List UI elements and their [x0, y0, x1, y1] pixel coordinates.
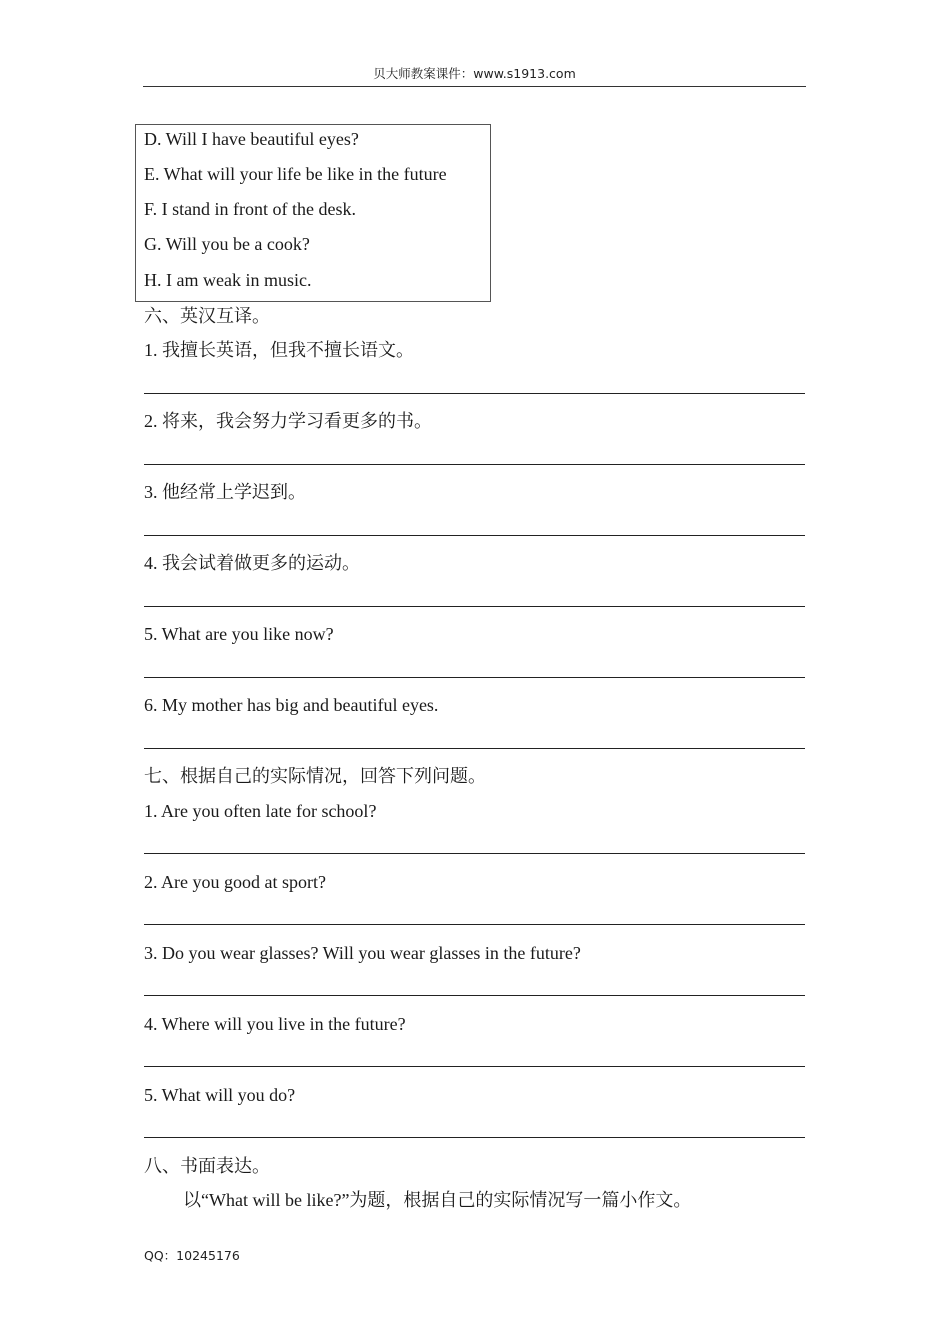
option-d: D. Will I have beautiful eyes?	[144, 129, 359, 149]
option-g: G. Will you be a cook?	[144, 234, 310, 254]
section6-question-6: 6. My mother has big and beautiful eyes.	[144, 695, 439, 715]
section7-question-4: 4. Where will you live in the future?	[144, 1014, 406, 1034]
section7-question-1: 1. Are you often late for school?	[144, 801, 377, 821]
section7-question-5: 5. What will you do?	[144, 1085, 296, 1105]
answer-line	[144, 924, 805, 925]
option-e: E. What will your life be like in the future	[144, 164, 447, 184]
section6-question-1: 1. 我擅长英语，但我不擅长语文。	[144, 340, 414, 360]
answer-line	[144, 393, 805, 394]
answer-line	[144, 1137, 805, 1138]
answer-line	[144, 853, 805, 854]
answer-line	[144, 995, 805, 996]
option-f: F. I stand in front of the desk.	[144, 199, 357, 219]
section6-question-5: 5. What are you like now?	[144, 624, 334, 644]
section7-title: 七、根据自己的实际情况，回答下列问题。	[144, 766, 486, 786]
page-header: 贝大师教案课件：www.s1913.com	[143, 64, 806, 87]
section6-title: 六、英汉互译。	[144, 306, 270, 326]
option-h: H. I am weak in music.	[144, 270, 312, 290]
options-box	[135, 124, 491, 302]
section7-question-2: 2. Are you good at sport?	[144, 872, 326, 892]
answer-line	[144, 464, 805, 465]
section8-title: 八、书面表达。	[144, 1156, 270, 1176]
answer-line	[144, 677, 805, 678]
answer-line	[144, 535, 805, 536]
answer-line	[144, 748, 805, 749]
answer-line	[144, 606, 805, 607]
section7-question-3: 3. Do you wear glasses? Will you wear glasses in the future?	[144, 943, 581, 963]
answer-line	[144, 1066, 805, 1067]
section6-question-3: 3. 他经常上学迟到。	[144, 482, 306, 502]
section6-question-4: 4. 我会试着做更多的运动。	[144, 553, 360, 573]
section8-prompt: 以“What will be like?”为题，根据自己的实际情况写一篇小作文。	[183, 1190, 692, 1210]
section6-question-2: 2. 将来，我会努力学习看更多的书。	[144, 411, 432, 431]
page-footer: QQ：10245176	[144, 1248, 240, 1263]
